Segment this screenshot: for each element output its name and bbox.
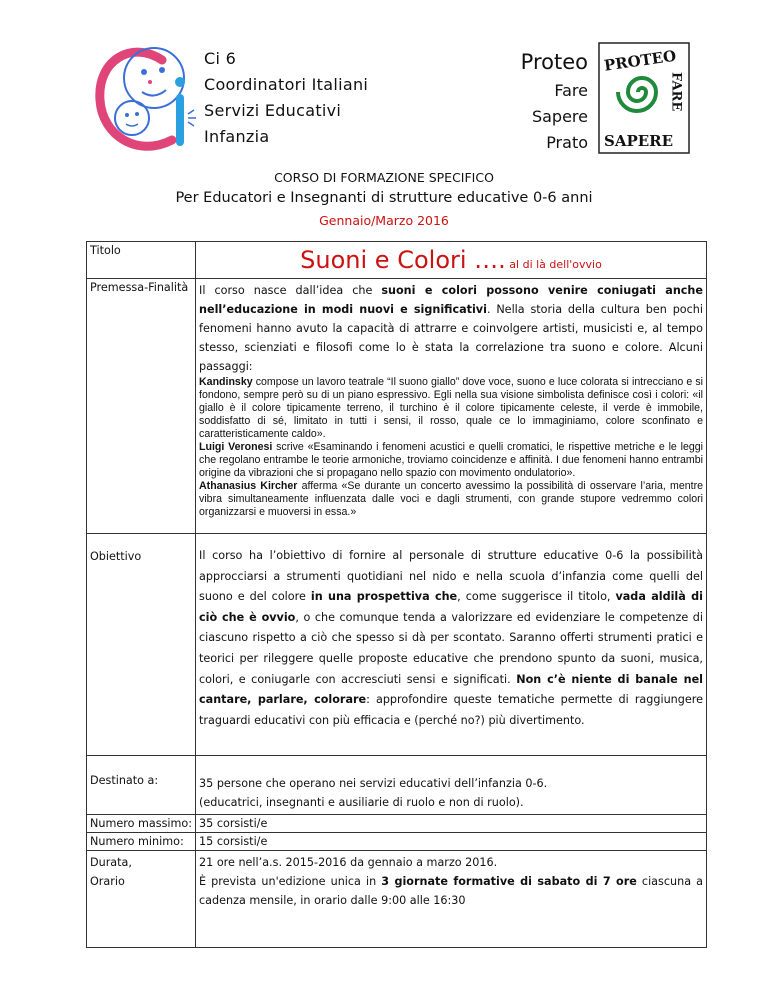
row-durata [87, 851, 707, 948]
massimo-value: 35 corsisti/e [196, 815, 707, 833]
quote-text: afferma «Se durante un concerto avessimo la possibilità di osservare l’aria, mentre vibra simultaneamente influenzata dalle voci e dagli strumenti, con grande stupore vedremmo colori organizzarsi e muoversi in essa.» [199, 480, 703, 518]
quote-author: Athanasius Kircher [199, 480, 298, 492]
obiettivo-text: , come suggerisce il titolo, [457, 590, 616, 604]
quote-author: Kandinsky [199, 376, 253, 388]
obiettivo-text: : approfondire queste tematiche permette di raggiungere traguardi educativi con più efficacia e (perché no?) più divertimento. [199, 693, 703, 727]
obiettivo-emphasis: Non c’è niente di banale nel cantare, parlare, colorare [199, 672, 703, 707]
label-orario-line: Orario [90, 875, 125, 889]
premessa-intro-emphasis: suoni e colori possono venire coniugati anche nell’educazione in modi nuovi e significativi [199, 284, 703, 316]
proteo-line: Fare [554, 81, 588, 100]
obiettivo-text: Il corso ha l’obiettivo di fornire al personale di strutture educative 0-6 la possibilità approcciarsi a strumenti quotidiani nel nido e nella scuola d’infanzia come quelli del suono e del colore [199, 549, 703, 604]
label-obiettivo: Obiettivo [87, 534, 196, 756]
quote-text: compose un lavoro teatrale “Il suono giallo” dove voce, suono e luce colorata si intrecciano e si fondono, sempre però su di un piano espressivo. Egli nella sua visione simbolista definisce così i colori: «il giallo è il colore tipicamente terreno, il turchino è il colore tipicamente celeste, il verde è immobile, soddisfatto di sé, limitato in tutti i sensi, il rosso, quale ce lo immaginiamo, colore sconfinato e caratteristicamente caldo». [199, 376, 703, 440]
course-audience: Per Educatori e Insegnanti di strutture educative 0-6 anni [175, 190, 593, 206]
proteo-logo [598, 42, 690, 154]
minimo-value: 15 corsisti/e [196, 833, 707, 851]
obiettivo-emphasis: vada aldilà di ciò che è ovvio [199, 590, 703, 624]
ci6-line: Ci 6 [204, 49, 237, 68]
proteo-line: Sapere [531, 107, 588, 126]
label-durata-line: Durata, [90, 856, 132, 870]
label-massimo: Numero massimo: [87, 815, 196, 833]
durata-emphasis: 3 giornate formative di sabato di 7 ore [381, 875, 637, 889]
course-title-main: Suoni e Colori …. [300, 246, 506, 274]
proteo-org-name [470, 46, 588, 156]
ci6-line: Coordinatori Italiani [204, 75, 369, 94]
proteo-title: Proteo [520, 50, 588, 74]
row-titolo [87, 242, 707, 279]
premessa-intro-text: . Nella storia della cultura ben pochi fenomeni hanno avuto la capacità di attrarre e coinvolgere artisti, musicisti e, al tempo stesso, scienziati e filosofi come lo è stata la correlazione tra suono e colore. Alcuni passaggi: [199, 303, 703, 373]
ci6-logo [92, 40, 200, 158]
destinato-line: (educatrici, insegnanti e ausiliarie di ruolo e non di ruolo). [199, 796, 524, 810]
label-durata [87, 851, 196, 948]
ci6-line: Servizi Educativi [204, 101, 342, 120]
course-title [196, 242, 707, 279]
row-massimo [87, 815, 707, 833]
quote-text: scrive «Esaminando i fenomeni acustici e quelli cromatici, le rispettive metriche e le leggi che regolano entrambe le teorie armoniche, troviamo coincidenze e affinità. I due fenomeni hanno entrambi origine da vibrazioni che si propagano nello spazio con movimento ondulatorio». [199, 441, 703, 479]
durata-text: ciascuna a cadenza mensile, in orario dalle 9:00 alle 16:30 [199, 875, 703, 908]
course-details-table [86, 241, 707, 948]
premessa-content [196, 279, 707, 534]
course-heading: CORSO DI FORMAZIONE SPECIFICO [274, 170, 494, 185]
logo-text-right: FARE [668, 72, 684, 112]
destinato-content [196, 756, 707, 815]
logo-text-bottom: SAPERE [604, 132, 674, 150]
quote-veronesi [199, 441, 703, 480]
durata-line [199, 872, 703, 910]
quote-kircher [199, 480, 703, 519]
obiettivo-content [196, 534, 707, 756]
durata-line: 21 ore nell’a.s. 2015-2016 da gennaio a marzo 2016. [199, 856, 498, 870]
course-title-sub: al di là dell'ovvio [505, 258, 602, 271]
label-titolo: Titolo [87, 242, 196, 279]
destinato-line: 35 persone che operano nei servizi educativi dell’infanzia 0-6. [199, 777, 548, 791]
ci6-line: Infanzia [204, 127, 270, 146]
quote-author: Luigi Veronesi [199, 441, 273, 453]
ci6-org-name [204, 46, 368, 150]
row-premessa [87, 279, 707, 534]
durata-content [196, 851, 707, 948]
obiettivo-emphasis: in una prospettiva che [310, 590, 458, 604]
label-minimo: Numero minimo: [87, 833, 196, 851]
proteo-line: Prato [546, 133, 588, 152]
label-destinato: Destinato a: [87, 756, 196, 815]
premessa-intro [199, 281, 703, 376]
durata-text: È prevista un'edizione unica in [199, 875, 382, 889]
row-destinato [87, 756, 707, 815]
label-premessa: Premessa-Finalità [87, 279, 196, 534]
row-minimo [87, 833, 707, 851]
row-obiettivo [87, 534, 707, 756]
obiettivo-text: , o che comunque tenda a valorizzare ed evidenziare le competenze di ciascuno rispetto a ciò che spesso si dà per scontato. Saranno offerti strumenti pratici e teorici per rileggere quelle proposte educative che prendono spunto da suoni, musica, colori, e coniugarle con accresciuti sensi e significati. [199, 610, 703, 686]
logo-text-top: PROTEO [602, 46, 678, 75]
premessa-intro-text: Il corso nasce dall’idea che [199, 284, 382, 297]
course-period: Gennaio/Marzo 2016 [319, 213, 449, 228]
quote-kandinsky [199, 376, 703, 441]
